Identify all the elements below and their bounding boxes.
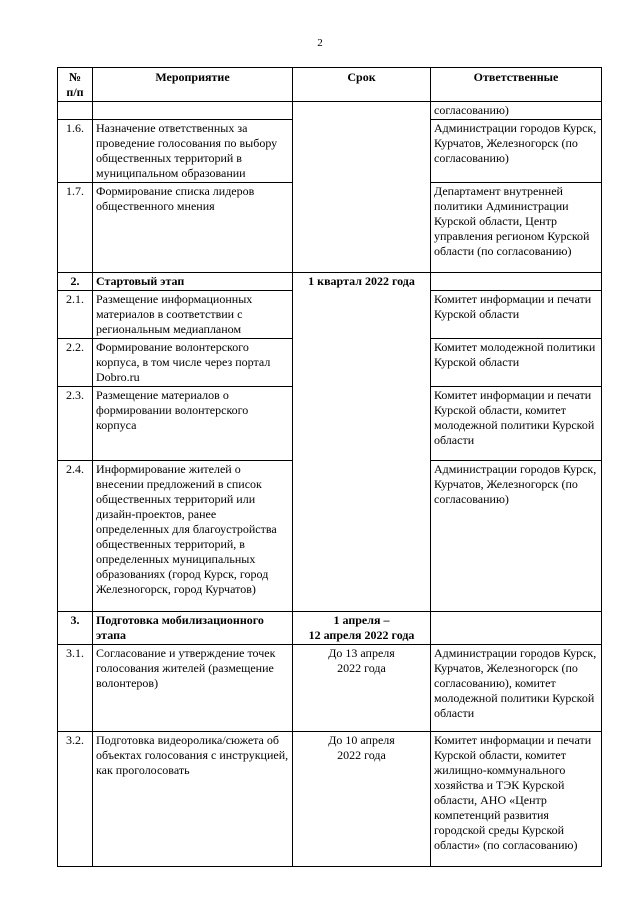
row-event: Размещение материалов о формировании волонтерского корпуса — [93, 387, 293, 461]
row-event: Назначение ответственных за проведение голосования по выбору общественных территорий в муниципальном образовании — [93, 120, 293, 183]
row-responsible: согласованию) — [431, 102, 602, 120]
row-term — [293, 461, 431, 612]
row-responsible: Администрации городов Курск, Курчатов, Железногорск (по согласованию) — [431, 120, 602, 183]
row-responsible: Комитет информации и печати Курской области, комитет жилищно-коммунального хозяйства и ТЭК Курской области, АНО «Центр компетенций развития городской среды Курской области» (по согласованию) — [431, 732, 602, 867]
row-event: Информирование жителей о внесении предложений в список общественных территорий или дизайн-проектов, ранее определенных для благоустройства общественных территорий, в определенных муниципальных образованиях (город Курск, город Железногорск, город Курчатов) — [93, 461, 293, 612]
row-term: До 10 апреля 2022 года — [293, 732, 431, 867]
row-term — [293, 387, 431, 461]
row-num: 1.7. — [58, 183, 93, 273]
row-num: 2.1. — [58, 291, 93, 339]
table-row — [58, 339, 602, 387]
header-num: № п/п — [58, 68, 93, 102]
row-term — [293, 102, 431, 120]
table-row — [58, 120, 602, 183]
table-row — [58, 273, 602, 291]
row-event — [93, 102, 293, 120]
row-num: 2.4. — [58, 461, 93, 612]
header-responsible: Ответственные — [431, 68, 602, 102]
row-responsible: Администрации городов Курск, Курчатов, Железногорск (по согласованию), комитет молодежной политики Курской области — [431, 645, 602, 732]
table-row — [58, 612, 602, 645]
table-row — [58, 732, 602, 867]
row-num: 2.2. — [58, 339, 93, 387]
row-responsible: Администрации городов Курск, Курчатов, Железногорск (по согласованию) — [431, 461, 602, 612]
events-table — [57, 67, 602, 867]
table-row — [58, 102, 602, 120]
row-event: Подготовка мобилизационного этапа — [93, 612, 293, 645]
table-row — [58, 183, 602, 273]
row-event: Подготовка видеоролика/сюжета об объектах голосования с инструкцией, как проголосовать — [93, 732, 293, 867]
row-num — [58, 102, 93, 120]
row-num: 3.1. — [58, 645, 93, 732]
row-responsible: Комитет информации и печати Курской области — [431, 291, 602, 339]
row-term: 1 квартал 2022 года — [293, 273, 431, 291]
table-row — [58, 461, 602, 612]
row-term — [293, 339, 431, 387]
row-responsible: Департамент внутренней политики Администрации Курской области, Центр управления регионом Курской области (по согласованию) — [431, 183, 602, 273]
row-event: Стартовый этап — [93, 273, 293, 291]
row-responsible: Комитет молодежной политики Курской области — [431, 339, 602, 387]
row-responsible: Комитет информации и печати Курской области, комитет молодежной политики Курской области — [431, 387, 602, 461]
row-num: 2. — [58, 273, 93, 291]
page-number: 2 — [317, 37, 323, 49]
row-term — [293, 183, 431, 273]
table-row — [58, 291, 602, 339]
row-responsible — [431, 612, 602, 645]
row-term — [293, 291, 431, 339]
table-row — [58, 645, 602, 732]
row-term: До 13 апреля 2022 года — [293, 645, 431, 732]
row-num: 3.2. — [58, 732, 93, 867]
header-event: Мероприятие — [93, 68, 293, 102]
table-row — [58, 387, 602, 461]
row-event: Согласование и утверждение точек голосования жителей (размещение волонтеров) — [93, 645, 293, 732]
row-term: 1 апреля – 12 апреля 2022 года — [293, 612, 431, 645]
row-event: Размещение информационных материалов в соответствии с региональным медиапланом — [93, 291, 293, 339]
table-header-row — [58, 68, 602, 102]
row-num: 1.6. — [58, 120, 93, 183]
row-term — [293, 120, 431, 183]
header-term: Срок — [293, 68, 431, 102]
row-responsible — [431, 273, 602, 291]
row-num: 2.3. — [58, 387, 93, 461]
row-num: 3. — [58, 612, 93, 645]
row-event: Формирование списка лидеров общественного мнения — [93, 183, 293, 273]
row-event: Формирование волонтерского корпуса, в том числе через портал Dobro.ru — [93, 339, 293, 387]
